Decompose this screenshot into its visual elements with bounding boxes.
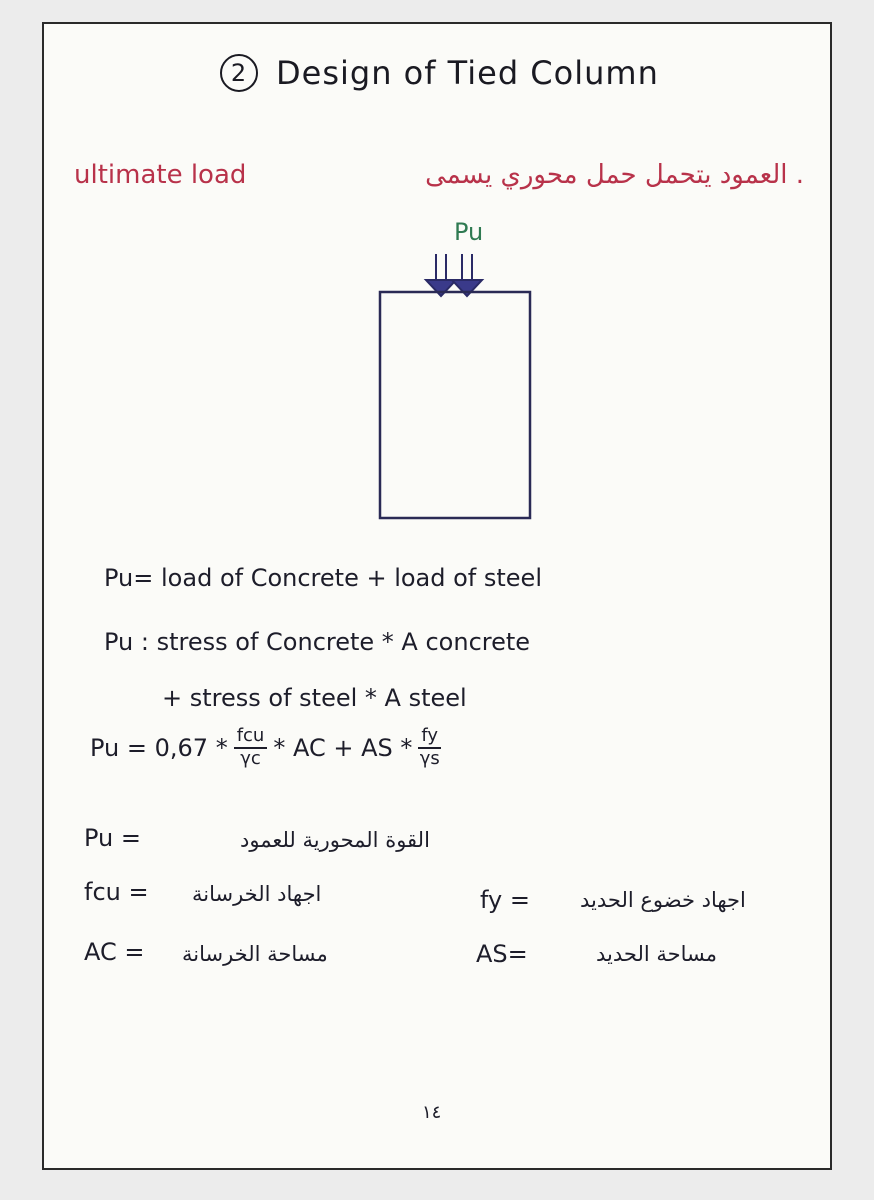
section-number: 2 <box>220 54 258 92</box>
load-arrows-icon <box>426 254 482 296</box>
equation-line-2 <box>104 628 530 656</box>
def-fcu-symbol: fcu = <box>84 878 149 906</box>
eq2-lhs: Pu : <box>104 628 149 656</box>
load-label: Pu <box>454 218 484 246</box>
def-fy-symbol: fy = <box>480 886 530 914</box>
equation-line-3 <box>162 684 467 712</box>
def-as-meaning: مساحة الحديد <box>596 942 717 966</box>
equation-line-1 <box>104 564 542 592</box>
page-number: ١٤ <box>422 1102 442 1123</box>
frac2-denominator: γs <box>419 747 440 769</box>
def-pu-meaning: القوة المحورية للعمود <box>240 828 430 852</box>
eq3-rhs: + stress of steel * A steel <box>162 684 467 712</box>
section-title: Design of Tied Column <box>276 54 659 92</box>
frac1-denominator: γc <box>240 747 261 769</box>
column-diagram <box>364 250 544 530</box>
column-rectangle <box>380 292 530 518</box>
fraction-fcu-gc <box>234 726 268 769</box>
intro-line <box>74 160 804 190</box>
def-ac-symbol: AC = <box>84 938 145 966</box>
fraction-fy-gs <box>418 726 441 769</box>
def-ac-meaning: مساحة الخرسانة <box>182 942 328 966</box>
frac1-numerator: fcu <box>234 726 268 749</box>
def-fcu-meaning: اجهاد الخرسانة <box>192 882 322 906</box>
equation-line-4 <box>90 726 447 769</box>
frac2-numerator: fy <box>418 726 441 749</box>
def-fy-meaning: اجهاد خضوع الحديد <box>580 888 746 912</box>
eq2-rhs: stress of Concrete * A concrete <box>156 628 531 656</box>
page-title <box>220 54 659 92</box>
eq1-rhs: load of Concrete + load of steel <box>161 564 542 592</box>
eq4-mid: * AC + AS * <box>273 733 413 762</box>
notebook-page <box>42 22 832 1170</box>
intro-arabic: . العمود يتحمل حمل محوري يسمى <box>425 160 804 190</box>
eq1-lhs: Pu= <box>104 564 154 592</box>
def-as-symbol: AS= <box>476 940 528 968</box>
eq4-lhs: Pu = 0,67 * <box>90 733 228 762</box>
intro-english: ultimate load <box>74 160 247 190</box>
def-pu-symbol: Pu = <box>84 824 141 852</box>
